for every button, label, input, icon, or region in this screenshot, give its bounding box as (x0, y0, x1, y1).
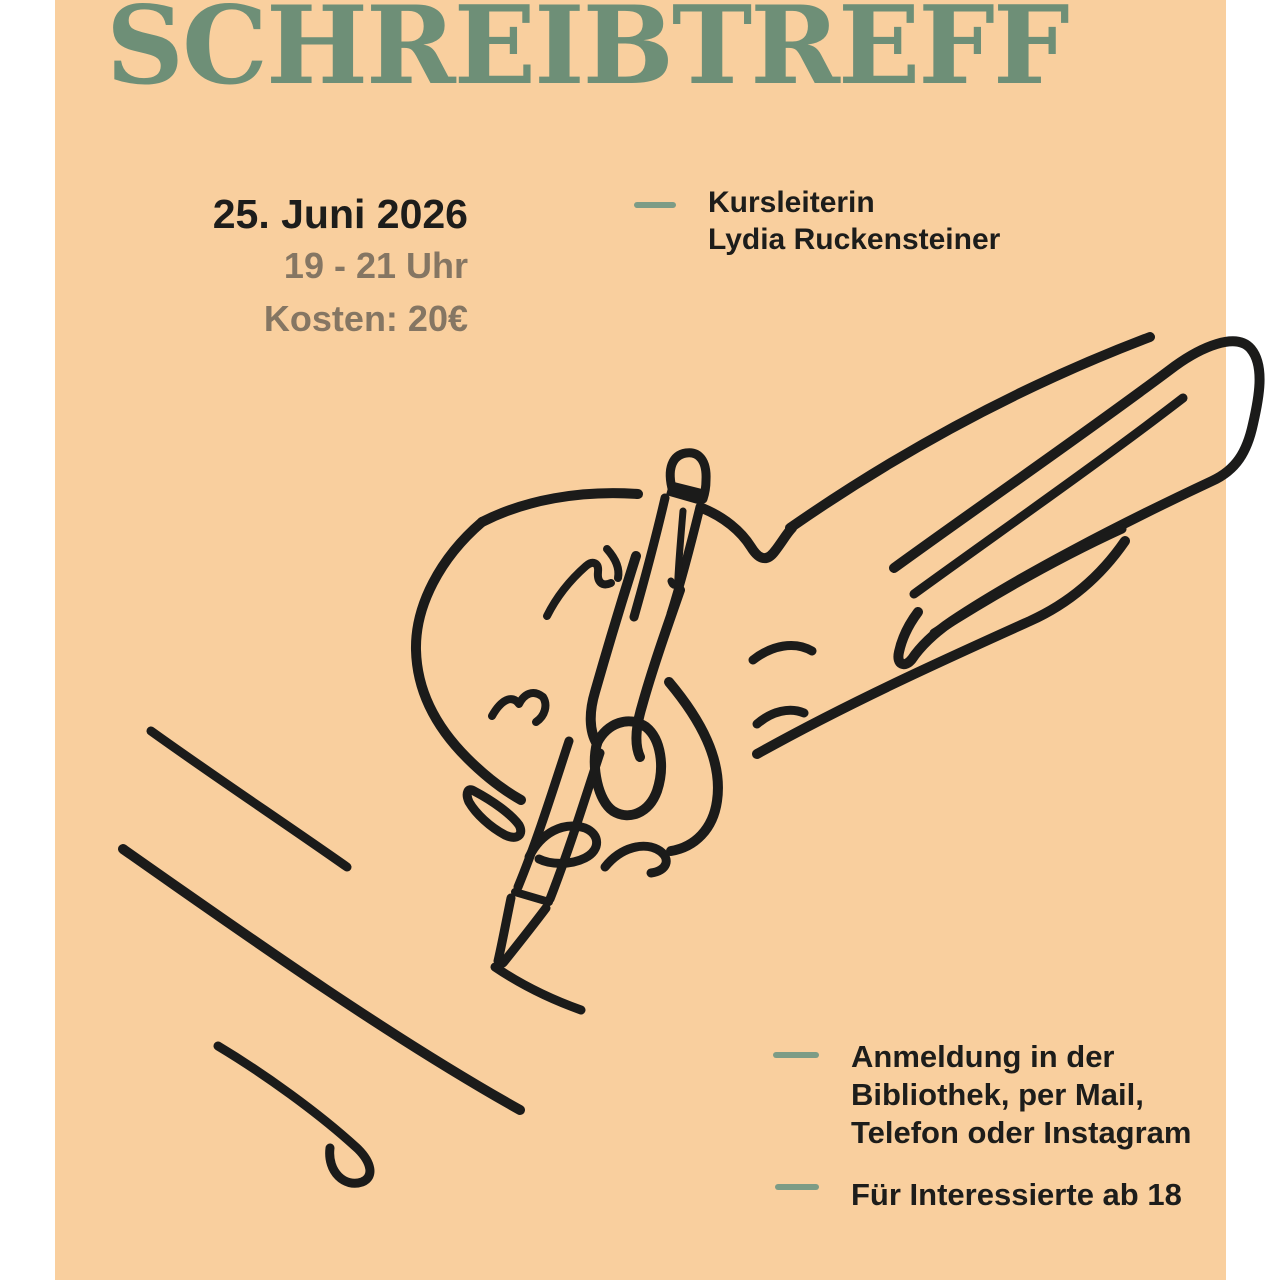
pen-clip (671, 511, 683, 585)
ring-finger-side-arc (753, 645, 812, 660)
index-knuckle-crease (607, 549, 618, 578)
thumb-outline (595, 721, 661, 815)
registration-line: Anmeldung in der (851, 1039, 1115, 1074)
dash-icon (773, 1052, 819, 1058)
poster-title: SCHREIBTREFF (106, 0, 1068, 109)
dash-icon (775, 1184, 819, 1190)
leader-name: Lydia Ruckensteiner (708, 223, 1001, 256)
paper-line-long (123, 849, 520, 1110)
paper-line-hooked (218, 1046, 370, 1183)
written-stroke (495, 967, 581, 1010)
audience-note: Für Interessierte ab 18 (851, 1177, 1182, 1212)
sleeve-cuff-outline (894, 341, 1260, 664)
paper-line-short (151, 731, 347, 867)
registration-block (851, 1038, 1192, 1152)
middle-finger-outline (669, 682, 718, 851)
hand-left-outline (416, 522, 521, 800)
event-time: 19 - 21 Uhr (283, 245, 468, 286)
hand-wrist-notch (702, 508, 792, 558)
leader-label: Kursleiterin (708, 186, 875, 219)
pen-cap-band (666, 481, 706, 505)
pinky-side-arc (757, 710, 804, 724)
knuckle-crease-2 (492, 693, 545, 722)
pen-body-right-upper (671, 507, 700, 614)
registration-line: Bibliothek, per Mail, (851, 1077, 1144, 1112)
registration-line: Telefon oder Instagram (851, 1115, 1192, 1150)
dash-icon (634, 202, 676, 208)
pen-tip-separator (515, 892, 549, 902)
knuckle-crease-1 (547, 563, 611, 616)
event-date: 25. Juni 2026 (212, 191, 468, 237)
event-cost: Kosten: 20€ (263, 298, 468, 339)
event-details (213, 190, 468, 345)
sleeve-arm-top-line (790, 337, 1150, 528)
leader-block (708, 184, 1000, 258)
hand-top-edge (482, 493, 638, 522)
curled-finger-2 (605, 846, 666, 873)
